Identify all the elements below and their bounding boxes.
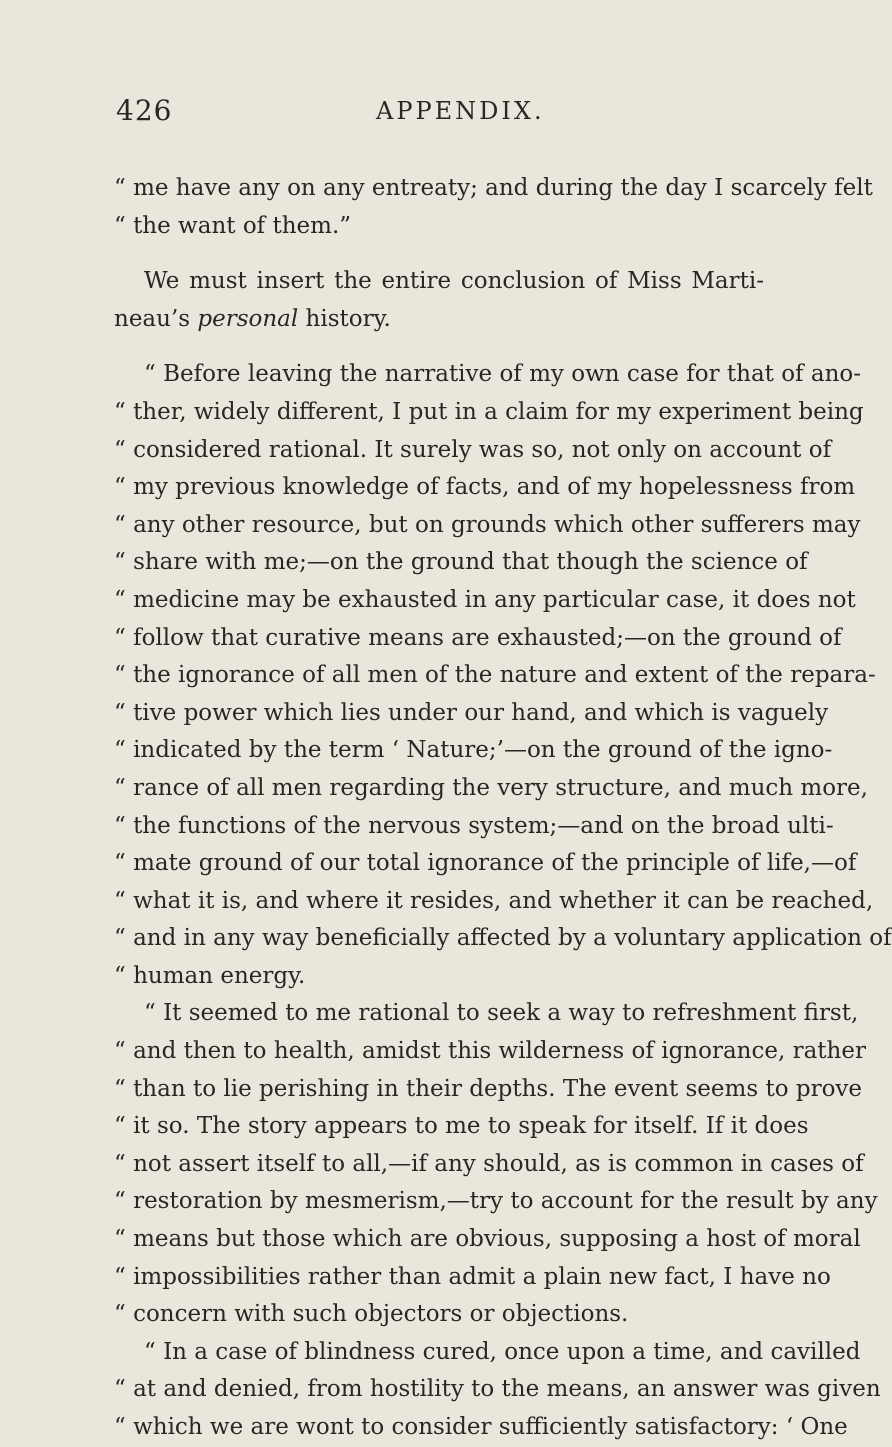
text-line: “ the ignorance of all men of the nature and extent of the repara- [114,662,876,689]
text-line: “ not assert itself to all,—if any should, as is common in cases of [114,1150,864,1177]
paragraph [114,263,764,338]
text-line: “ the want of them.” [114,212,352,239]
text-line: “ means but those which are obvious, supposing a host of moral [114,1226,861,1253]
text-line: “ ther, widely different, I put in a claim for my experiment being [114,398,864,425]
text-line: “ and in any way beneficially affected by a voluntary application of [114,925,892,952]
text-line: “ share with me;—on the ground that though the science of [114,549,808,576]
paragraph [114,995,878,1333]
text-line: “ and then to health, amidst this wilderness of ignorance, rather [114,1038,866,1065]
text-line: “ Before leaving the narrative of my own case for that of ano- [144,361,862,388]
text-line: “ which we are wont to consider sufficiently satisfactory: ‘ One [114,1414,848,1440]
paragraph [114,1334,881,1447]
text-line: “ the functions of the nervous system;—and on the broad ulti- [114,812,834,839]
page-number: 426 [116,94,173,127]
text-line: “ me have any on any entreaty; and during the day I scarcely felt [114,175,873,201]
paragraph [114,170,873,245]
text-line: We must insert the entire conclusion of Miss Marti- [144,268,764,295]
text-line: “ concern with such objectors or objections. [114,1301,629,1328]
text-line: “ follow that curative means are exhausted;—on the ground of [114,624,842,651]
text-line: “ at and denied, from hostility to the means, an answer was given [114,1376,881,1403]
text-line: “ impossibilities rather than admit a plain new fact, I have no [114,1263,831,1290]
text-line: “ In a case of blindness cured, once upon a time, and cavilled [144,1338,861,1365]
running-head: APPENDIX. [376,97,545,125]
text-line: “ rance of all men regarding the very structure, and much more, [114,774,868,801]
text-line: “ mate ground of our total ignorance of the principle of life,—of [114,850,857,877]
body-text [114,170,892,1447]
text-line: “ than to lie perishing in their depths. The event seems to prove [114,1075,863,1102]
text-line: “ any other resource, but on grounds which other sufferers may [114,511,861,538]
text-line: “ my previous knowledge of facts, and of my hopelessness from [114,474,856,501]
text-line: “ human energy. [114,962,306,989]
paragraph [114,356,892,995]
text-line: neau’s personal history. [114,305,391,332]
text-line: “ It seemed to me rational to seek a way to refreshment first, [144,1000,859,1027]
emphasis: personal [197,305,299,332]
text-line: “ it so. The story appears to me to speak for itself. If it does [114,1113,809,1140]
page-header [116,94,756,134]
text-line: “ medicine may be exhausted in any particular case, it does not [114,586,856,613]
text-line: “ indicated by the term ‘ Nature;’—on the ground of the igno- [114,737,833,764]
text-line: “ what it is, and where it resides, and whether it can be reached, [114,887,874,914]
text-line: “ tive power which lies under our hand, and which is vaguely [114,699,829,726]
text-line: “ restoration by mesmerism,—try to account for the result by any [114,1188,878,1215]
text-line: “ considered rational. It surely was so, not only on account of [114,436,832,463]
